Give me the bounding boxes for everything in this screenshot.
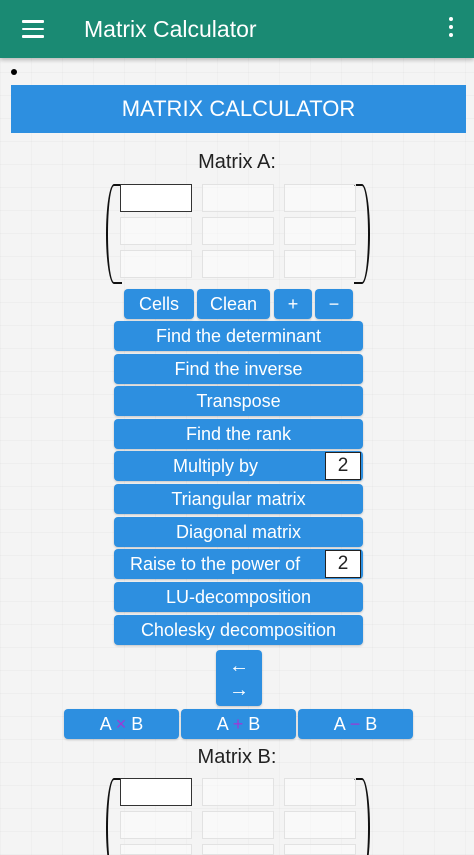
multiply-operator: ×	[115, 714, 127, 734]
app-bar	[0, 0, 474, 58]
transpose-button[interactable]: Transpose	[114, 386, 363, 416]
operand-b: B	[365, 714, 378, 734]
matrix-a-cell-3-2[interactable]	[202, 250, 274, 278]
clean-button[interactable]: Clean	[197, 289, 270, 319]
swap-matrices-button[interactable]	[216, 650, 262, 706]
lu-decomposition-button[interactable]: LU-decomposition	[114, 582, 363, 612]
add-operator: +	[232, 714, 244, 734]
matrix-b-cell-1-3[interactable]	[284, 778, 356, 806]
matrix-a-cell-2-1[interactable]	[120, 217, 192, 245]
matrix-a-cell-1-3[interactable]	[284, 184, 356, 212]
arrow-left-icon: ←	[229, 655, 249, 677]
matrix-a-cell-3-3[interactable]	[284, 250, 356, 278]
bullet-dot	[11, 69, 17, 75]
matrix-b-cell-2-1[interactable]	[120, 811, 192, 839]
arrow-right-icon: →	[229, 679, 249, 701]
power-exponent-input[interactable]: 2	[325, 550, 361, 578]
matrix-b-cell-3-2[interactable]	[202, 844, 274, 855]
remove-size-button[interactable]: −	[315, 289, 353, 319]
matrix-a-right-bracket	[354, 184, 370, 284]
matrix-b-cell-2-3[interactable]	[284, 811, 356, 839]
matrix-b-label: Matrix B:	[197, 746, 277, 768]
operand-b: B	[248, 714, 261, 734]
matrix-b-cell-3-1[interactable]	[120, 844, 192, 855]
matrix-a-cell-1-2[interactable]	[202, 184, 274, 212]
rank-button[interactable]: Find the rank	[114, 419, 363, 449]
matrix-a-label: Matrix A:	[198, 151, 276, 173]
operand-a: A	[333, 714, 345, 734]
matrix-a-cell-2-2[interactable]	[202, 217, 274, 245]
multiply-factor-input[interactable]: 2	[325, 452, 361, 480]
cholesky-button[interactable]: Cholesky decomposition	[114, 615, 363, 645]
subtract-ab-button[interactable]	[298, 709, 413, 739]
matrix-b-cell-1-1[interactable]	[120, 778, 192, 806]
inverse-button[interactable]: Find the inverse	[114, 354, 363, 384]
matrix-b-cell-2-2[interactable]	[202, 811, 274, 839]
add-ab-button[interactable]	[181, 709, 296, 739]
operand-a: A	[216, 714, 228, 734]
matrix-a-cell-1-1[interactable]	[120, 184, 192, 212]
determinant-button[interactable]: Find the determinant	[114, 321, 363, 351]
matrix-b-cell-3-3[interactable]	[284, 844, 356, 855]
matrix-b-right-bracket	[354, 778, 370, 855]
multiply-by-label: Multiply by	[173, 456, 259, 476]
operand-b: B	[131, 714, 144, 734]
menu-icon[interactable]	[22, 20, 44, 38]
cells-button[interactable]: Cells	[124, 289, 194, 319]
add-size-button[interactable]: +	[274, 289, 312, 319]
power-label: Raise to the power of	[130, 554, 301, 574]
matrix-a-cell-3-1[interactable]	[120, 250, 192, 278]
app-title: Matrix Calculator	[84, 16, 257, 42]
multiply-ab-button[interactable]	[64, 709, 179, 739]
matrix-b-cell-1-2[interactable]	[202, 778, 274, 806]
more-options-icon[interactable]	[443, 17, 459, 41]
matrix-a-cell-2-3[interactable]	[284, 217, 356, 245]
subtract-operator: −	[349, 714, 361, 734]
page-banner: MATRIX CALCULATOR	[11, 85, 466, 133]
triangular-button[interactable]: Triangular matrix	[114, 484, 363, 514]
diagonal-button[interactable]: Diagonal matrix	[114, 517, 363, 547]
operand-a: A	[99, 714, 111, 734]
